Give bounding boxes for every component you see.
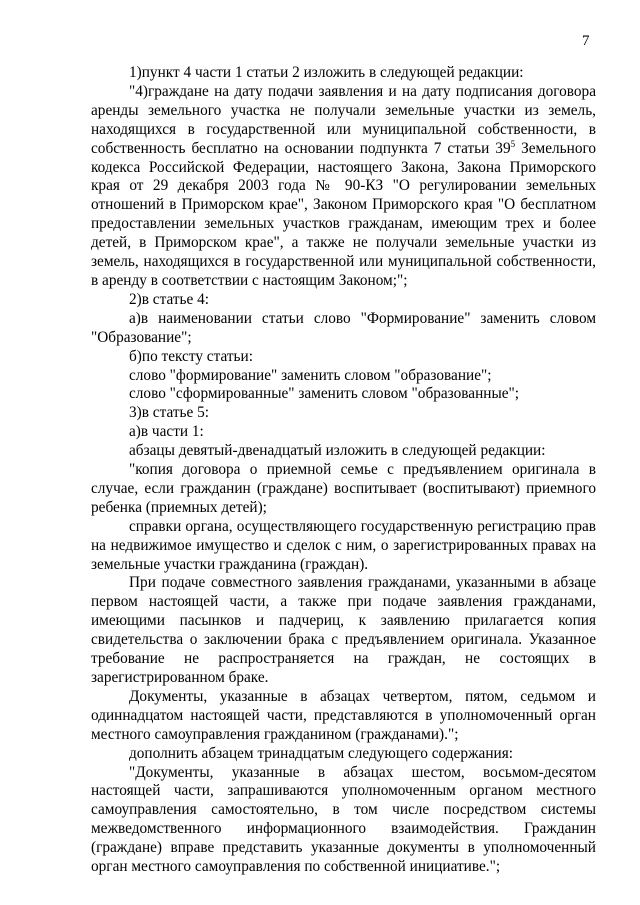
paragraph: "Документы, указанные в абзацах шестом, восьмом-десятом настоящей части, запрашиваются уполномоченным органом местного самоуправления самостоятельно, в том числе посредством системы межведомственного информационного взаимодействия. Гражданин (граждане) вправе представить указанные документы в уполномоченный орган местного самоуправления по собственной инициативе."; [91, 763, 596, 876]
paragraph: 2)в статье 4: [129, 290, 210, 308]
paragraph [91, 83, 596, 291]
paragraph: а)в наименовании статьи слово "Формирование" заменить словом "Образование"; [91, 309, 596, 346]
paragraph: дополнить абзацем тринадцатым следующего содержания: [129, 744, 513, 762]
paragraph: слово "сформированные" заменить словом "образованные"; [129, 385, 520, 403]
paragraph: 3)в статье 5: [129, 404, 210, 422]
paragraph: справки органа, осуществляющего государственную регистрацию прав на недвижимое имущество и сделок с ним, о зарегистрированных правах на земельные участки гражданина (граждан). [91, 517, 596, 573]
superscript: 5 [510, 138, 516, 149]
paragraph: Документы, указанные в абзацах четвертом, пятом, седьмом и одиннадцатом настоящей части, представляются в уполномоченный орган местного самоуправления гражданином (гражданами)."; [91, 687, 596, 743]
paragraph: а)в части 1: [129, 423, 204, 441]
paragraph: При подаче совместного заявления гражданами, указанными в абзаце первом настоящей части, а также при подаче заявления гражданами, имеющими пасынков и падчериц, к заявлению прилагается копия свидетельства о заключении брака с предъявлением оригинала. Указанное требование не распространяется на граждан, не состоящих в зарегистрированном браке. [91, 574, 596, 686]
document-body [91, 64, 596, 877]
paragraph: "копия договора о приемной семье с предъявлением оригинала в случае, если гражданин (граждане) воспитывает (воспитывают) приемного ребенка (приемных детей); [91, 461, 596, 516]
page-number: 7 [582, 33, 590, 49]
paragraph-text: Земельного кодекса Российской Федерации, настоящего Закона, Закона Приморского края от 29 декабря 2003 года № 90-КЗ "О регулировании земельных отношений в Приморском крае", Законом Приморского края "О бесплатном предоставлении земельных участков гражданам, имеющим трех и более детей, в Приморском крае", а также не получали земельные участки из земель, находящихся в государственной или муниципальной собственности, в аренду в соответствии с настоящим Законом;"; [91, 139, 597, 289]
paragraph: б)по тексту статьи: [129, 347, 253, 365]
paragraph: абзацы девятый-двенадцатый изложить в следующей редакции: [129, 442, 546, 460]
paragraph-text: "4)граждане на дату подачи заявления и на дату подписания договора аренды земельного участка не получали земельные участки из земель, находящихся в государственной или муниципальной собственности, в собственность бесплатно на основании подпункта 7 статьи 39 [91, 82, 596, 157]
paragraph: 1)пункт 4 части 1 статьи 2 изложить в следующей редакции: [129, 64, 524, 81]
paragraph: слово "формирование" заменить словом "образование"; [129, 366, 492, 384]
